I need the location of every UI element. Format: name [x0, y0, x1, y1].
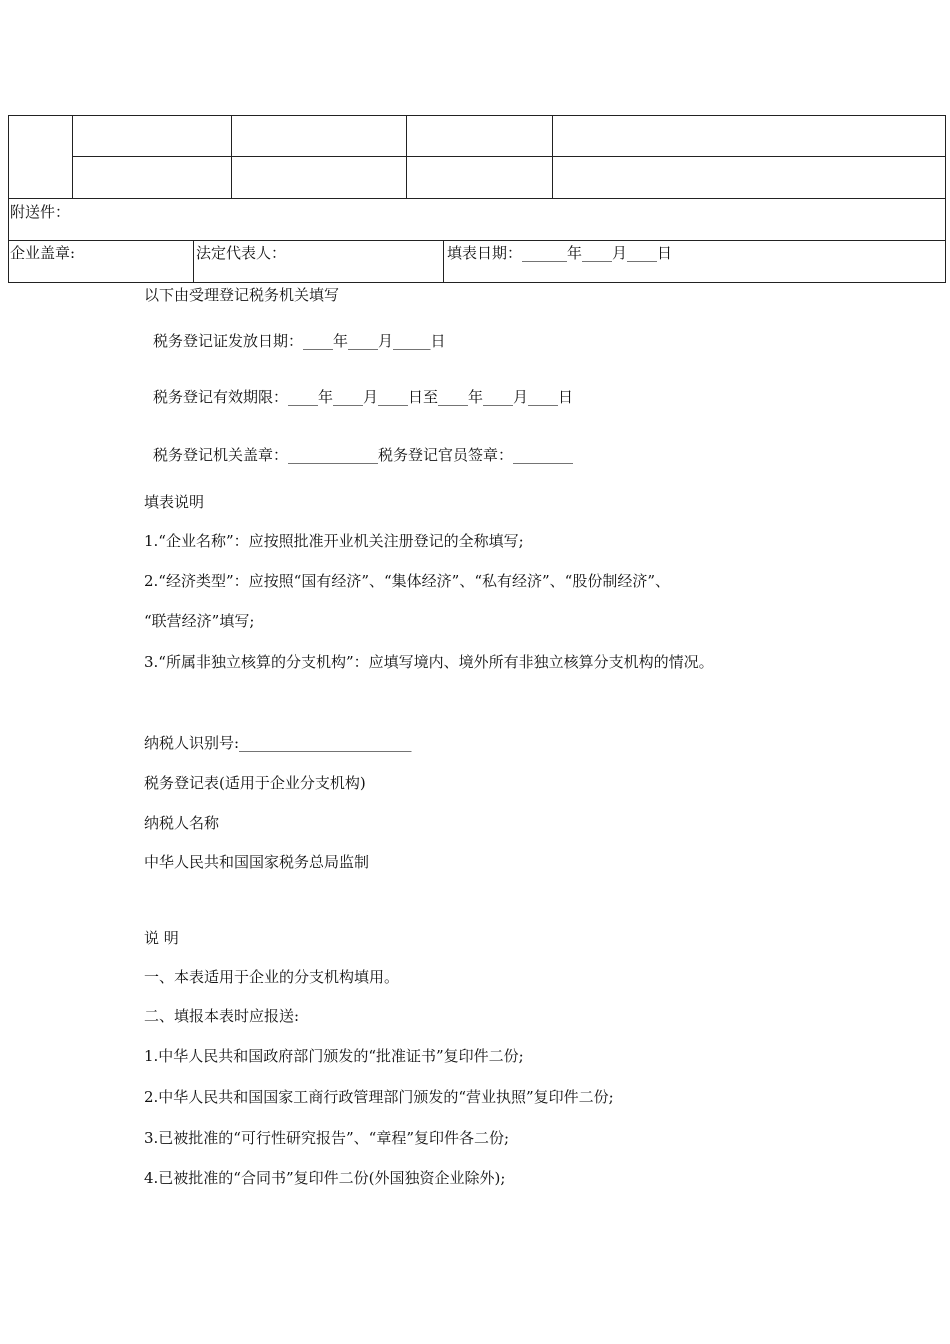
tax-office-heading: 以下由受理登记税务机关填写	[144, 286, 340, 304]
fill-date-month: ____月	[582, 244, 628, 262]
instruction-item-continued: “联营经济”填写;	[144, 612, 255, 630]
form-title: 税务登记表(适用于企业分支机构)	[144, 774, 366, 792]
notes-subitem: 3.已被批准的“可行性研究报告”、“章程”复印件各二份;	[144, 1129, 510, 1147]
table-col-divider	[552, 115, 553, 198]
table-col-divider	[193, 240, 194, 283]
office-seal-line: 税务登记机关盖章：____________税务登记官员签章：________	[153, 446, 574, 464]
taxpayer-name-label: 纳税人名称	[144, 814, 220, 832]
issue-date-line: 税务登记证发放日期：____年____月_____日	[153, 332, 446, 350]
notes-subitem: 4.已被批准的“合同书”复印件二份(外国独资企业除外);	[144, 1169, 506, 1187]
instruction-item: 3.“所属非独立核算的分支机构”：应填写境内、境外所有非独立核算分支机构的情况。	[144, 653, 714, 671]
taxpayer-id-line: 纳税人识别号:_______________________	[144, 734, 412, 752]
table-col-divider	[443, 240, 444, 283]
table-row-divider	[8, 240, 946, 241]
table-row-divider	[72, 156, 946, 157]
instruction-item: 1.“企业名称”：应按照批准开业机关注册登记的全称填写;	[144, 532, 524, 550]
legal-rep-label: 法定代表人：	[196, 244, 287, 262]
notes-heading: 说 明	[144, 929, 179, 947]
attachments-label: 附送件：	[10, 203, 71, 221]
notes-item: 一、本表适用于企业的分支机构填用。	[144, 968, 400, 986]
fill-date-year: ______年	[522, 244, 583, 262]
notes-subitem: 1.中华人民共和国政府部门颁发的“批准证书”复印件二份;	[144, 1047, 524, 1065]
company-seal-label: 企业盖章:	[10, 244, 76, 262]
notes-subitem: 2.中华人民共和国国家工商行政管理部门颁发的“营业执照”复印件二份;	[144, 1088, 614, 1106]
instructions-heading: 填表说明	[144, 493, 205, 511]
fill-date	[447, 243, 672, 263]
table-border-bottom	[8, 282, 946, 283]
table-col-divider	[406, 115, 407, 198]
instruction-item: 2.“经济类型”：应按照“国有经济”、“集体经济”、“私有经济”、“股份制经济”、	[144, 572, 670, 590]
issuer-line: 中华人民共和国国家税务总局监制	[144, 853, 370, 871]
validity-period-line: 税务登记有效期限：____年____月____日至____年____月____日	[153, 388, 574, 406]
table-col-divider	[72, 115, 73, 198]
table-border-left	[8, 115, 9, 283]
table-row-divider	[8, 198, 946, 199]
fill-date-label: 填表日期：	[447, 244, 523, 262]
table-border-top	[8, 115, 946, 116]
fill-date-day: ____日	[627, 244, 673, 262]
notes-item: 二、填报本表时应报送:	[144, 1007, 300, 1025]
table-border-right	[945, 115, 946, 283]
table-col-divider	[231, 115, 232, 198]
